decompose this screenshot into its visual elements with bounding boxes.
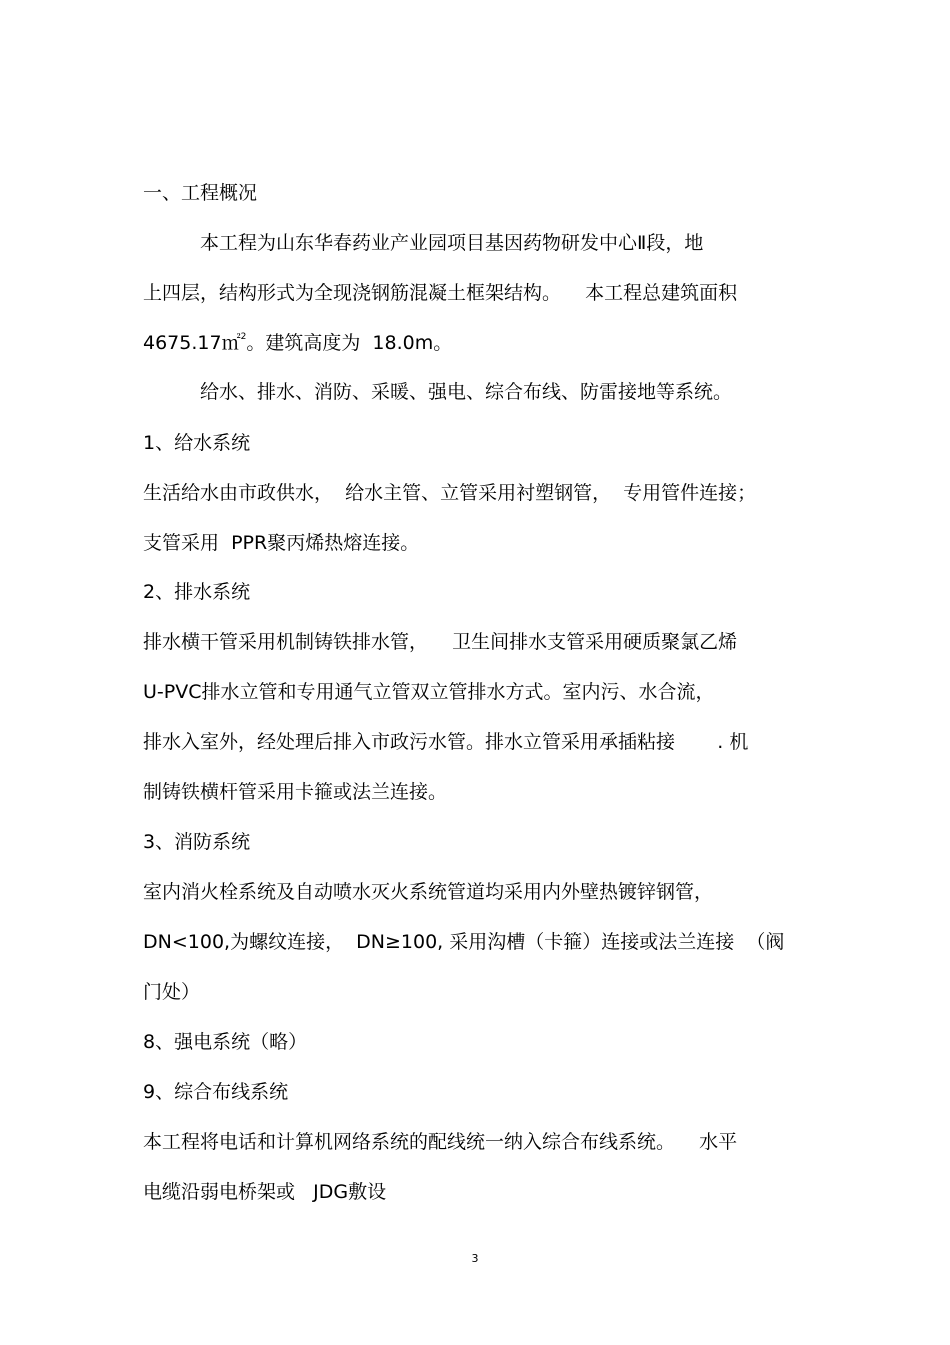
cabling-line-2: 电缆沿弱电桥架或 JDG敷设 xyxy=(143,1181,387,1203)
intro-paragraph-line-3 xyxy=(143,331,452,355)
area-value: 4675.17㎡ xyxy=(143,332,241,354)
drainage-line-4: 制铸铁横杆管采用卡箍或法兰连接。 xyxy=(143,781,448,803)
water-supply-line-2: 支管采用 PPR聚丙烯热熔连接。 xyxy=(143,532,420,554)
height-text: 。建筑高度为 18.0m。 xyxy=(246,332,453,354)
fire-protection-title: 3、消防系统 xyxy=(143,831,251,853)
fire-protection-line-1: 室内消火栓系统及自动喷水灭火系统管道均采用内外壁热镀锌钢管， xyxy=(143,881,714,903)
cabling-line-1: 本工程将电话和计算机网络系统的配线统一纳入综合布线系统。 水平 xyxy=(143,1131,738,1153)
drainage-line-3: 排水入室外，经处理后排入市政污水管。排水立管采用承插粘接 . 机 xyxy=(143,731,749,753)
systems-list: 给水、排水、消防、采暖、强电、综合布线、防雷接地等系统。 xyxy=(200,381,733,403)
intro-paragraph-line-1: 本工程为山东华春药业产业园项目基因药物研发中心Ⅱ段，地 xyxy=(200,232,704,254)
water-supply-title: 1、给水系统 xyxy=(143,432,251,454)
fire-protection-line-2: DN<100,为螺纹连接， DN≥100, 采用沟槽（卡箍）连接或法兰连接 （阀 xyxy=(143,931,785,953)
area-superscript: 2 xyxy=(240,332,247,342)
electrical-title: 8、强电系统（略） xyxy=(143,1031,308,1053)
page-number: 3 xyxy=(471,1252,479,1265)
water-supply-line-1: 生活给水由市政供水， 给水主管、立管采用衬塑钢管， 专用管件连接； xyxy=(143,482,757,504)
drainage-line-1: 排水横干管采用机制铸铁排水管， 卫生间排水支管采用硬质聚氯乙烯 xyxy=(143,631,738,653)
drainage-line-2: U-PVC排水立管和专用通气立管双立管排水方式。室内污、水合流， xyxy=(143,681,715,703)
cabling-title: 9、综合布线系统 xyxy=(143,1081,289,1103)
fire-protection-line-3: 门处） xyxy=(143,981,201,1003)
intro-paragraph-line-2: 上四层，结构形式为全现浇钢筋混凝土框架结构。 本工程总建筑面积 xyxy=(143,282,738,304)
drainage-title: 2、排水系统 xyxy=(143,581,251,603)
section-heading: 一、工程概况 xyxy=(143,182,258,204)
